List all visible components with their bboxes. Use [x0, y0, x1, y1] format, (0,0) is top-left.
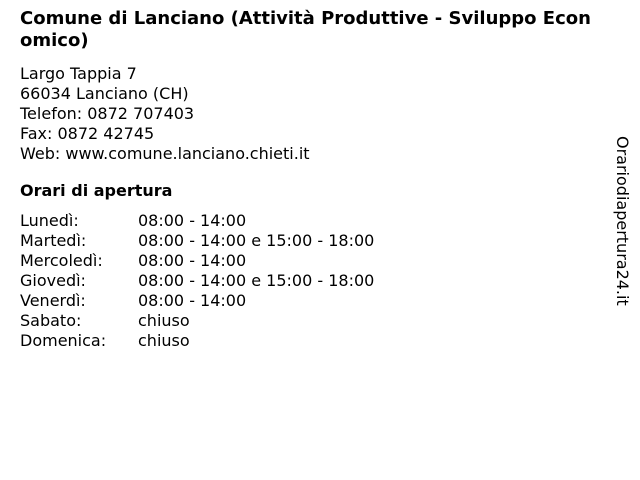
day-label: Giovedì:	[20, 271, 86, 290]
day-label: Lunedì:	[20, 211, 79, 230]
hours-row-tuesday	[20, 231, 600, 251]
hours-table	[20, 211, 600, 351]
website: Web: www.comune.lanciano.chieti.it	[20, 144, 310, 163]
time-value: 08:00 - 14:00 e 15:00 - 18:00	[138, 231, 375, 250]
city-address: 66034 Lanciano (CH)	[20, 84, 189, 103]
hours-row-wednesday	[20, 251, 600, 271]
day-label: Venerdì:	[20, 291, 86, 310]
fax-number: Fax: 0872 42745	[20, 124, 155, 143]
hours-heading: Orari di apertura	[20, 181, 173, 200]
time-value: chiuso	[138, 331, 190, 350]
day-label: Martedì:	[20, 231, 87, 250]
hours-row-sunday	[20, 331, 600, 351]
phone-number: Telefon: 0872 707403	[20, 104, 195, 123]
address-block	[20, 64, 600, 164]
time-value: chiuso	[138, 311, 190, 330]
time-value: 08:00 - 14:00	[138, 251, 247, 270]
hours-row-saturday	[20, 311, 600, 331]
time-value: 08:00 - 14:00	[138, 291, 247, 310]
business-title: Comune di Lanciano (Attività Produttive - Sviluppo Economico)	[20, 8, 591, 51]
site-watermark: Orariodiapertura24.it	[613, 136, 632, 306]
time-value: 08:00 - 14:00 e 15:00 - 18:00	[138, 271, 375, 290]
street-address: Largo Tappia 7	[20, 64, 137, 83]
day-label: Sabato:	[20, 311, 82, 330]
time-value: 08:00 - 14:00	[138, 211, 247, 230]
hours-row-friday	[20, 291, 600, 311]
day-label: Mercoledì:	[20, 251, 103, 270]
day-label: Domenica:	[20, 331, 107, 350]
hours-row-monday	[20, 211, 600, 231]
business-card	[20, 8, 600, 351]
hours-row-thursday	[20, 271, 600, 291]
